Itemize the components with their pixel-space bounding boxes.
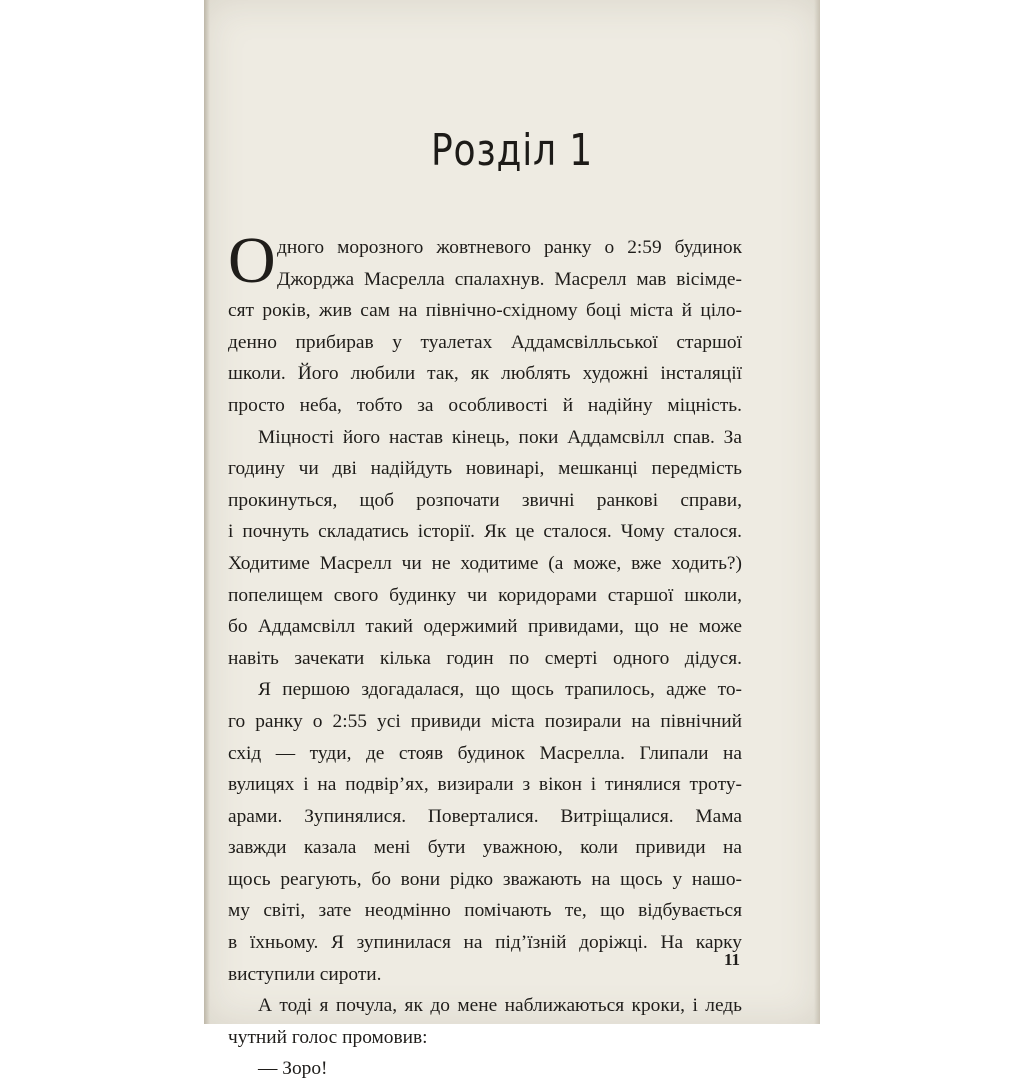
text-line: чутний голос промовив: [228, 1026, 428, 1048]
text-line: му світі, зате неодмінно помічають те, що відбувається [228, 900, 742, 922]
text-line: завжди казала мені бути уважною, коли привиди на [228, 837, 742, 859]
page-number: 11 [723, 950, 740, 969]
text-line: схід — туди, де стояв будинок Масрелла. Глипали на [228, 742, 742, 764]
text-line: виступили сироти. [228, 963, 382, 985]
text-line: попелищем свого будинку чи коридорами старшої школи, [228, 584, 742, 606]
text-line: Ходитиме Масрелл чи не ходитиме (а може, вже ходить?) [228, 552, 742, 574]
chapter-title: Розділ 1 [430, 125, 594, 177]
text-line: денно прибирав у туалетах Аддамсвілльської старшої [228, 331, 742, 353]
text-line: арами. Зупинялися. Поверталися. Витріщалися. Мама [228, 805, 742, 827]
text-line: дного морозного жовтневого ранку о 2:59 будинок [277, 237, 742, 258]
page-edge-left [204, 0, 210, 1024]
text-line: — Зоро! [258, 1058, 328, 1080]
text-line: прокинуться, щоб розпочати звичні ранкові справи, [228, 489, 742, 511]
text-line: вулицях і на подвір’ях, визирали з вікон і тинялися трoту- [228, 774, 742, 796]
text-line: і почнуть складатись історії. Як це сталося. Чому сталося. [228, 521, 742, 543]
page-edge-right [814, 0, 820, 1024]
text-line: го ранку о 2:55 усі привиди міста позирали на північний [228, 710, 742, 732]
drop-cap: О [228, 224, 276, 297]
text-line: Міцності його настав кінець, поки Аддамсвілл спав. За [258, 426, 742, 448]
text-line: школи. Його любили так, як люблять художні інсталяції [228, 363, 742, 385]
chapter-body-text [228, 224, 742, 1085]
text-line: бо Аддамсвілл такий одержимий привидами, що не може [228, 616, 742, 638]
text-line: А тоді я почула, як до мене наближаються кроки, і ледь [258, 995, 742, 1017]
text-line: Я першою здогадалася, що щось трапилось, адже то- [258, 679, 742, 701]
text-line: навіть зачекати кілька годин по смерті одного дідуся. [228, 647, 742, 669]
text-line: в їхньому. Я зупинилася на під’їзній доріжці. На карку [228, 932, 742, 954]
text-line: просто неба, тобто за особливості й надійну міцність. [228, 394, 742, 416]
text-line: щось реагують, бо вони рідко зважають на щось у нашо- [228, 868, 742, 890]
text-line: Джорджа Масрелла спалахнув. Масрелл мав вісімде- [277, 268, 742, 290]
text-line: годину чи дві надійдуть новинарі, мешканці передмість [228, 458, 742, 480]
text-line: сят років, жив сам на північно-східному боці міста й ціло- [228, 300, 742, 322]
book-page [204, 0, 820, 1080]
